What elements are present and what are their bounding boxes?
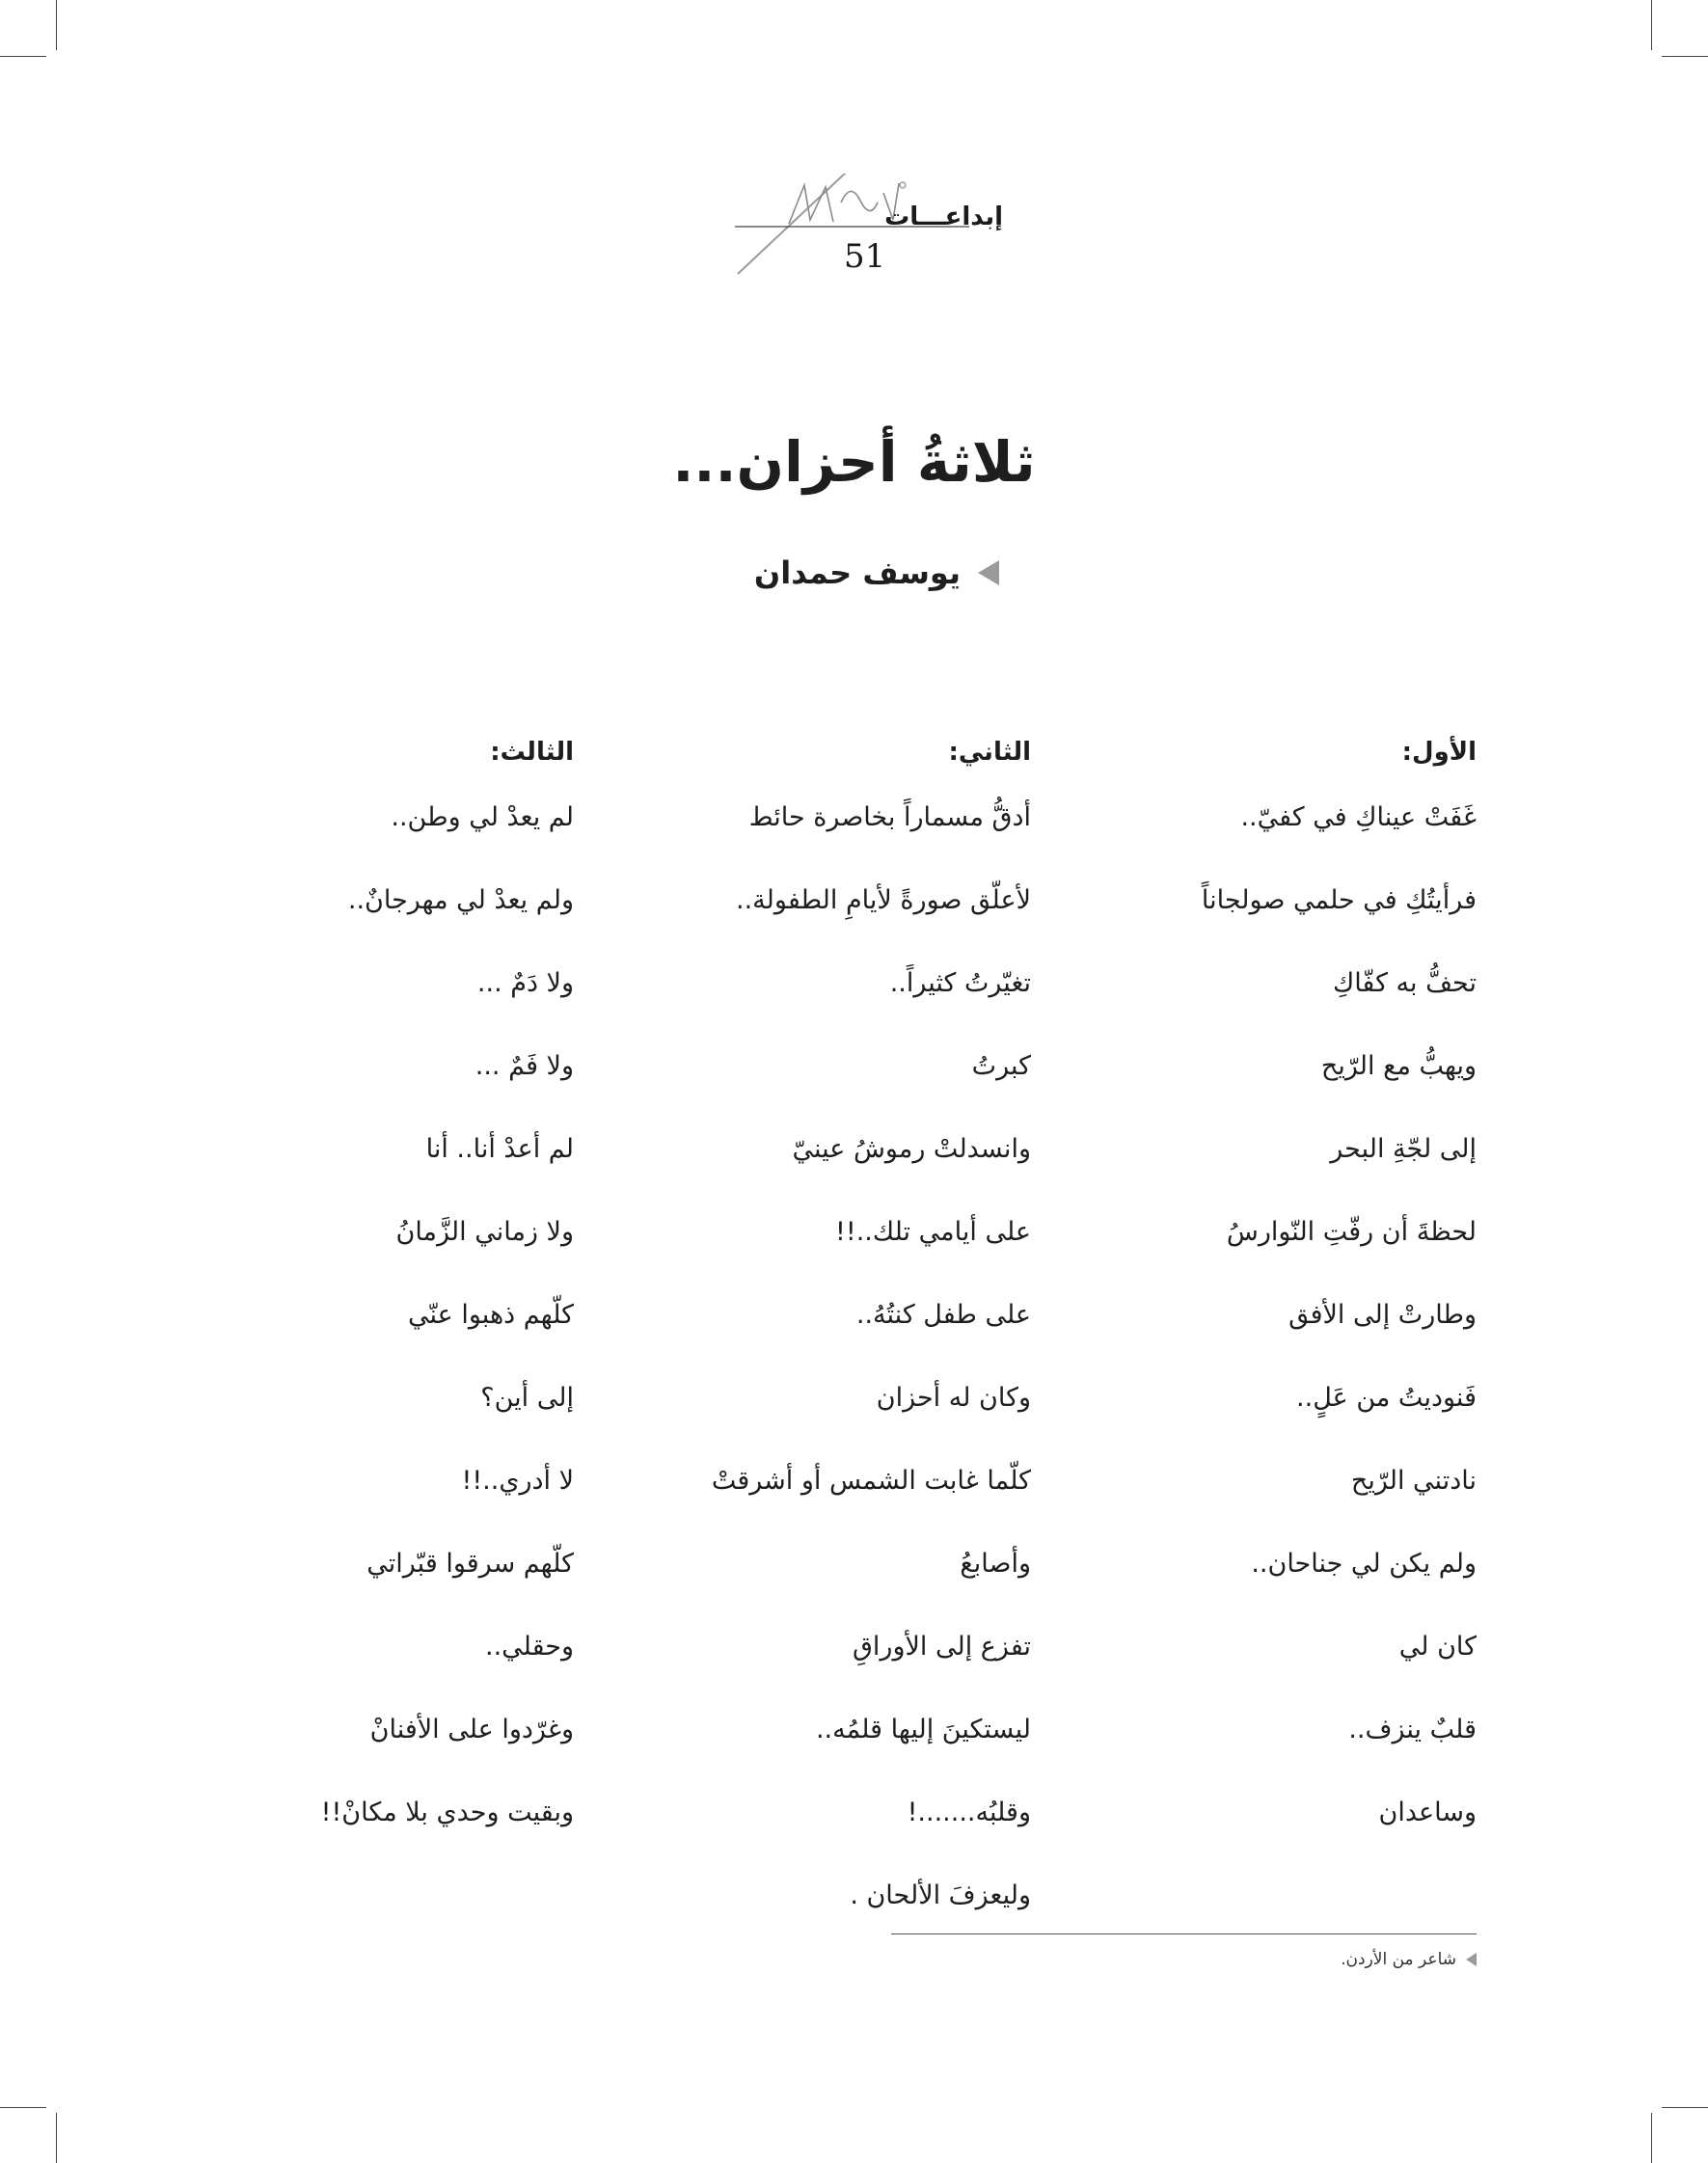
crop-mark [0,56,46,57]
verse-line: لم يعدْ لي وطن.. [391,802,574,832]
verse-line: فرأيتُكِ في حلمي صولجاناً [1201,885,1477,915]
poem-section-second [684,731,1031,1956]
verse-line: كان لي [1398,1632,1477,1662]
verse-line: وحقلي.. [485,1632,574,1662]
verse-line: لحظةَ أن رفّتِ النّوارسُ [1226,1217,1477,1247]
verse-line: لم أعدْ أنا.. أنا [425,1134,574,1164]
page-number: 51 [844,237,886,276]
crop-mark [56,2113,57,2163]
verse-line: إلى لجّةِ البحر [1330,1134,1477,1164]
verse-line: لا أدري..!! [461,1466,574,1496]
section-label: إبداعـــات [884,203,1003,231]
section-header [733,174,1003,280]
verse-list [207,795,574,1873]
section-heading: الثالث: [490,738,574,767]
verse-line: وليعزفَ الألحان . [850,1880,1031,1910]
verse-line: ليستكينَ إليها قلمُه.. [815,1715,1031,1744]
verse-line: تفزع إلى الأوراقِ [852,1632,1031,1662]
verse-list [684,795,1031,1956]
verse-line: تحفُّ به كفّاكِ [1332,968,1477,998]
verse-line: ولا فَمٌ ... [474,1051,574,1081]
verse-list [1158,795,1477,1873]
verse-line: فَنوديتُ من عَلٍ.. [1296,1383,1477,1413]
verse-line: ويهبُّ مع الرّيح [1320,1051,1477,1081]
verse-line: وأصابعُ [960,1549,1031,1579]
verse-line: لأعلّق صورةً لأيامِ الطفولة.. [736,885,1031,915]
verse-line: وطارتْ إلى الأفق [1288,1300,1477,1330]
verse-line: وقلبُه.......! [907,1798,1031,1827]
verse-line: كلّهم ذهبوا عنّي [408,1300,574,1330]
section-heading: الثاني: [948,738,1031,767]
crop-mark [1662,2107,1708,2108]
triangle-marker-icon [1466,1953,1477,1966]
triangle-marker-icon [978,560,999,585]
poem-section-third [207,731,574,1873]
crop-mark [1651,0,1652,50]
author-name: يوسف حمدان [753,554,961,591]
verse-line: ولم يكن لي جناحان.. [1251,1549,1477,1579]
verse-line: وانسدلتْ رموشُ عينيّ [792,1134,1031,1164]
footnote-divider [891,1933,1477,1934]
crop-mark [1662,56,1708,57]
crop-mark [1651,2113,1652,2163]
footnote-text: شاعر من الأردن. [1341,1950,1456,1969]
poem-title: ثلاثةُ أحزان... [672,429,1036,495]
poem-section-first [1158,731,1477,1873]
crop-mark [0,2107,46,2108]
verse-line: كبرتُ [971,1051,1031,1081]
verse-line: وكان له أحزان [876,1383,1031,1413]
verse-line: نادتني الرّيح [1350,1466,1477,1496]
footnote [1341,1950,1477,1969]
author-byline [754,554,999,591]
verse-line: أدقُّ مسماراً بخاصرة حائط [748,802,1031,832]
verse-line: على أيامي تلك..!! [835,1217,1031,1247]
verse-line: وساعدان [1378,1798,1477,1827]
verse-line: وغرّدوا على الأفنانْ [369,1715,574,1744]
verse-line: ولم يعدْ لي مهرجانٌ.. [347,885,574,915]
verse-line: وبقيت وحدي بلا مكانْ!! [320,1798,574,1827]
verse-line: ولا زماني الزَّمانُ [395,1217,574,1247]
crop-mark [56,0,57,50]
verse-line: إلى أين؟ [480,1383,574,1413]
section-heading: الأول: [1401,738,1477,767]
verse-line: تغيّرتُ كثيراً.. [889,968,1031,998]
verse-line: كلّما غابت الشمس أو أشرقتْ [711,1466,1031,1496]
verse-line: قلبٌ ينزف.. [1348,1715,1477,1744]
verse-line: كلّهم سرقوا قبّراتي [366,1549,574,1579]
verse-line: على طفل كنتُهُ.. [855,1300,1031,1330]
verse-line: غَفَتْ عيناكِ في كفيّ.. [1240,802,1477,832]
verse-line: ولا دَمٌ ... [476,968,574,998]
